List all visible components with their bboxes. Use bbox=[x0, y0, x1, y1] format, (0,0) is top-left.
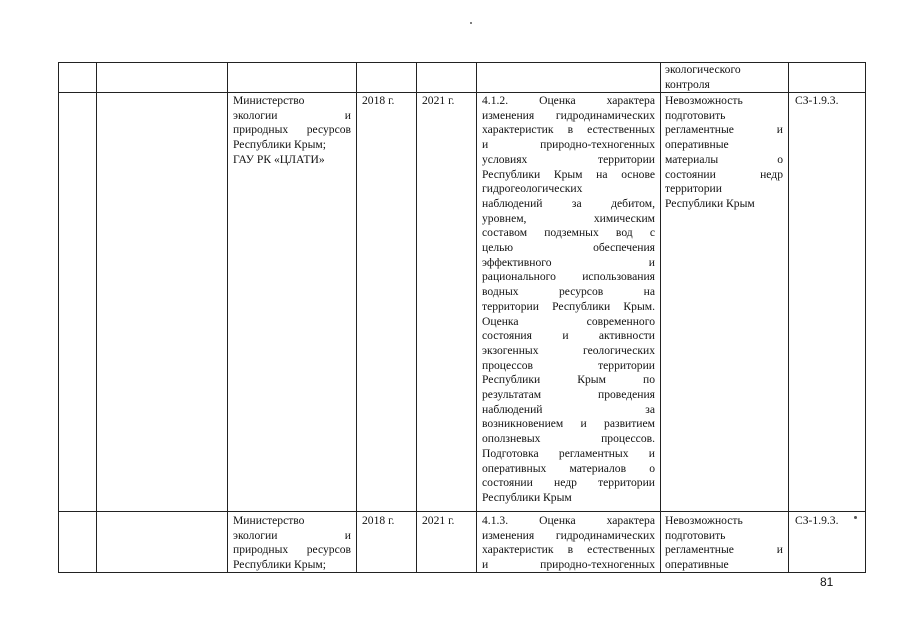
row1-start-year: 2018 г. bbox=[362, 94, 395, 107]
col-border-7 bbox=[788, 62, 789, 573]
text-line: целью обеспечения bbox=[482, 241, 655, 255]
text-line: контроля bbox=[665, 77, 710, 91]
text-line: Невозможность bbox=[665, 94, 743, 107]
col-border-0 bbox=[58, 62, 59, 573]
text-line: ГАУ РК «ЦЛАТИ» bbox=[233, 152, 325, 166]
text-line: территории Республики Крым. bbox=[482, 299, 655, 313]
row2-code-cell: СЗ-1.9.3. bbox=[795, 514, 839, 527]
text-line: материалы о bbox=[665, 152, 783, 166]
scan-speck bbox=[854, 516, 857, 519]
text-line: Республики Крым bbox=[665, 196, 755, 210]
page-number: 81 bbox=[820, 575, 834, 589]
text-line: характеристик в естественных bbox=[482, 543, 655, 557]
text-line: Республики Крым bbox=[482, 490, 572, 504]
text-line: Оценка современного bbox=[482, 314, 655, 328]
text-line: гидрогеологических bbox=[482, 182, 583, 196]
row2-start-year: 2018 г. bbox=[362, 514, 395, 527]
text-line: природных ресурсов bbox=[233, 543, 351, 557]
text-line: регламентные и bbox=[665, 123, 783, 137]
top-row-control-cell bbox=[665, 63, 783, 92]
text-line: характеристик в естественных bbox=[482, 123, 655, 137]
col-border-5 bbox=[476, 62, 477, 573]
text-line: 4.1.3. Оценка характера bbox=[482, 514, 655, 527]
row2-end-year: 2021 г. bbox=[422, 514, 455, 527]
col-border-1 bbox=[96, 62, 97, 573]
text-line: Подготовка регламентных и bbox=[482, 446, 655, 460]
text-line: наблюдений за bbox=[482, 402, 655, 416]
text-line: 4.1.2. Оценка характера bbox=[482, 94, 655, 107]
text-line: эффективного и bbox=[482, 255, 655, 269]
row2-org-cell bbox=[233, 514, 351, 573]
text-line: оперативные bbox=[665, 558, 729, 572]
col-border-3 bbox=[356, 62, 357, 573]
text-line: регламентные и bbox=[665, 543, 783, 557]
text-line: Республики Крым по bbox=[482, 373, 655, 387]
text-line: Министерство bbox=[233, 94, 305, 107]
text-line: уровнем, химическим bbox=[482, 211, 655, 225]
col-border-6 bbox=[660, 62, 661, 573]
text-line: Республики Крым на основе bbox=[482, 167, 655, 181]
text-line: экологического bbox=[665, 63, 741, 76]
text-line: изменения гидродинамических bbox=[482, 528, 655, 542]
text-line: территории bbox=[665, 182, 722, 196]
text-line: и природно-техногенных bbox=[482, 558, 655, 572]
text-line: рационального использования bbox=[482, 270, 655, 284]
text-line: состояния и активности bbox=[482, 329, 655, 343]
text-line: Республики Крым; bbox=[233, 138, 326, 152]
col-border-4 bbox=[416, 62, 417, 573]
row1-consequence-cell bbox=[665, 94, 783, 212]
row-divider-2 bbox=[58, 511, 866, 512]
row1-measure-cell bbox=[482, 94, 655, 506]
text-line: состоянии недр bbox=[665, 167, 783, 181]
text-line: экологии и bbox=[233, 108, 351, 122]
text-line: Республики Крым; bbox=[233, 558, 326, 572]
text-line: результатам проведения bbox=[482, 388, 655, 402]
text-line: наблюдений за дебитом, bbox=[482, 196, 655, 210]
row1-end-year: 2021 г. bbox=[422, 94, 455, 107]
text-line: оперативных материалов о bbox=[482, 461, 655, 475]
text-line: и природно-техногенных bbox=[482, 138, 655, 152]
text-line: возникновением и развитием bbox=[482, 417, 655, 431]
text-line: подготовить bbox=[665, 528, 726, 542]
text-line: состоянии недр территории bbox=[482, 476, 655, 490]
text-line: Министерство bbox=[233, 514, 305, 527]
text-line: изменения гидродинамических bbox=[482, 108, 655, 122]
row2-measure-cell bbox=[482, 514, 655, 573]
row1-org-cell bbox=[233, 94, 351, 168]
text-line: природных ресурсов bbox=[233, 123, 351, 137]
row2-consequence-cell bbox=[665, 514, 783, 573]
text-line: водных ресурсов на bbox=[482, 285, 655, 299]
text-line: условиях территории bbox=[482, 152, 655, 166]
text-line: оперативные bbox=[665, 138, 729, 152]
text-line: подготовить bbox=[665, 108, 726, 122]
text-line: составом подземных вод с bbox=[482, 226, 655, 240]
row1-code-cell: СЗ-1.9.3. bbox=[795, 94, 839, 107]
col-border-2 bbox=[227, 62, 228, 573]
text-line: Невозможность bbox=[665, 514, 743, 527]
col-border-8 bbox=[865, 62, 866, 573]
text-line: экзогенных геологических bbox=[482, 343, 655, 357]
text-line: оползневых процессов. bbox=[482, 432, 655, 446]
text-line: экологии и bbox=[233, 528, 351, 542]
text-line: процессов территории bbox=[482, 358, 655, 372]
scan-speck bbox=[470, 22, 472, 24]
